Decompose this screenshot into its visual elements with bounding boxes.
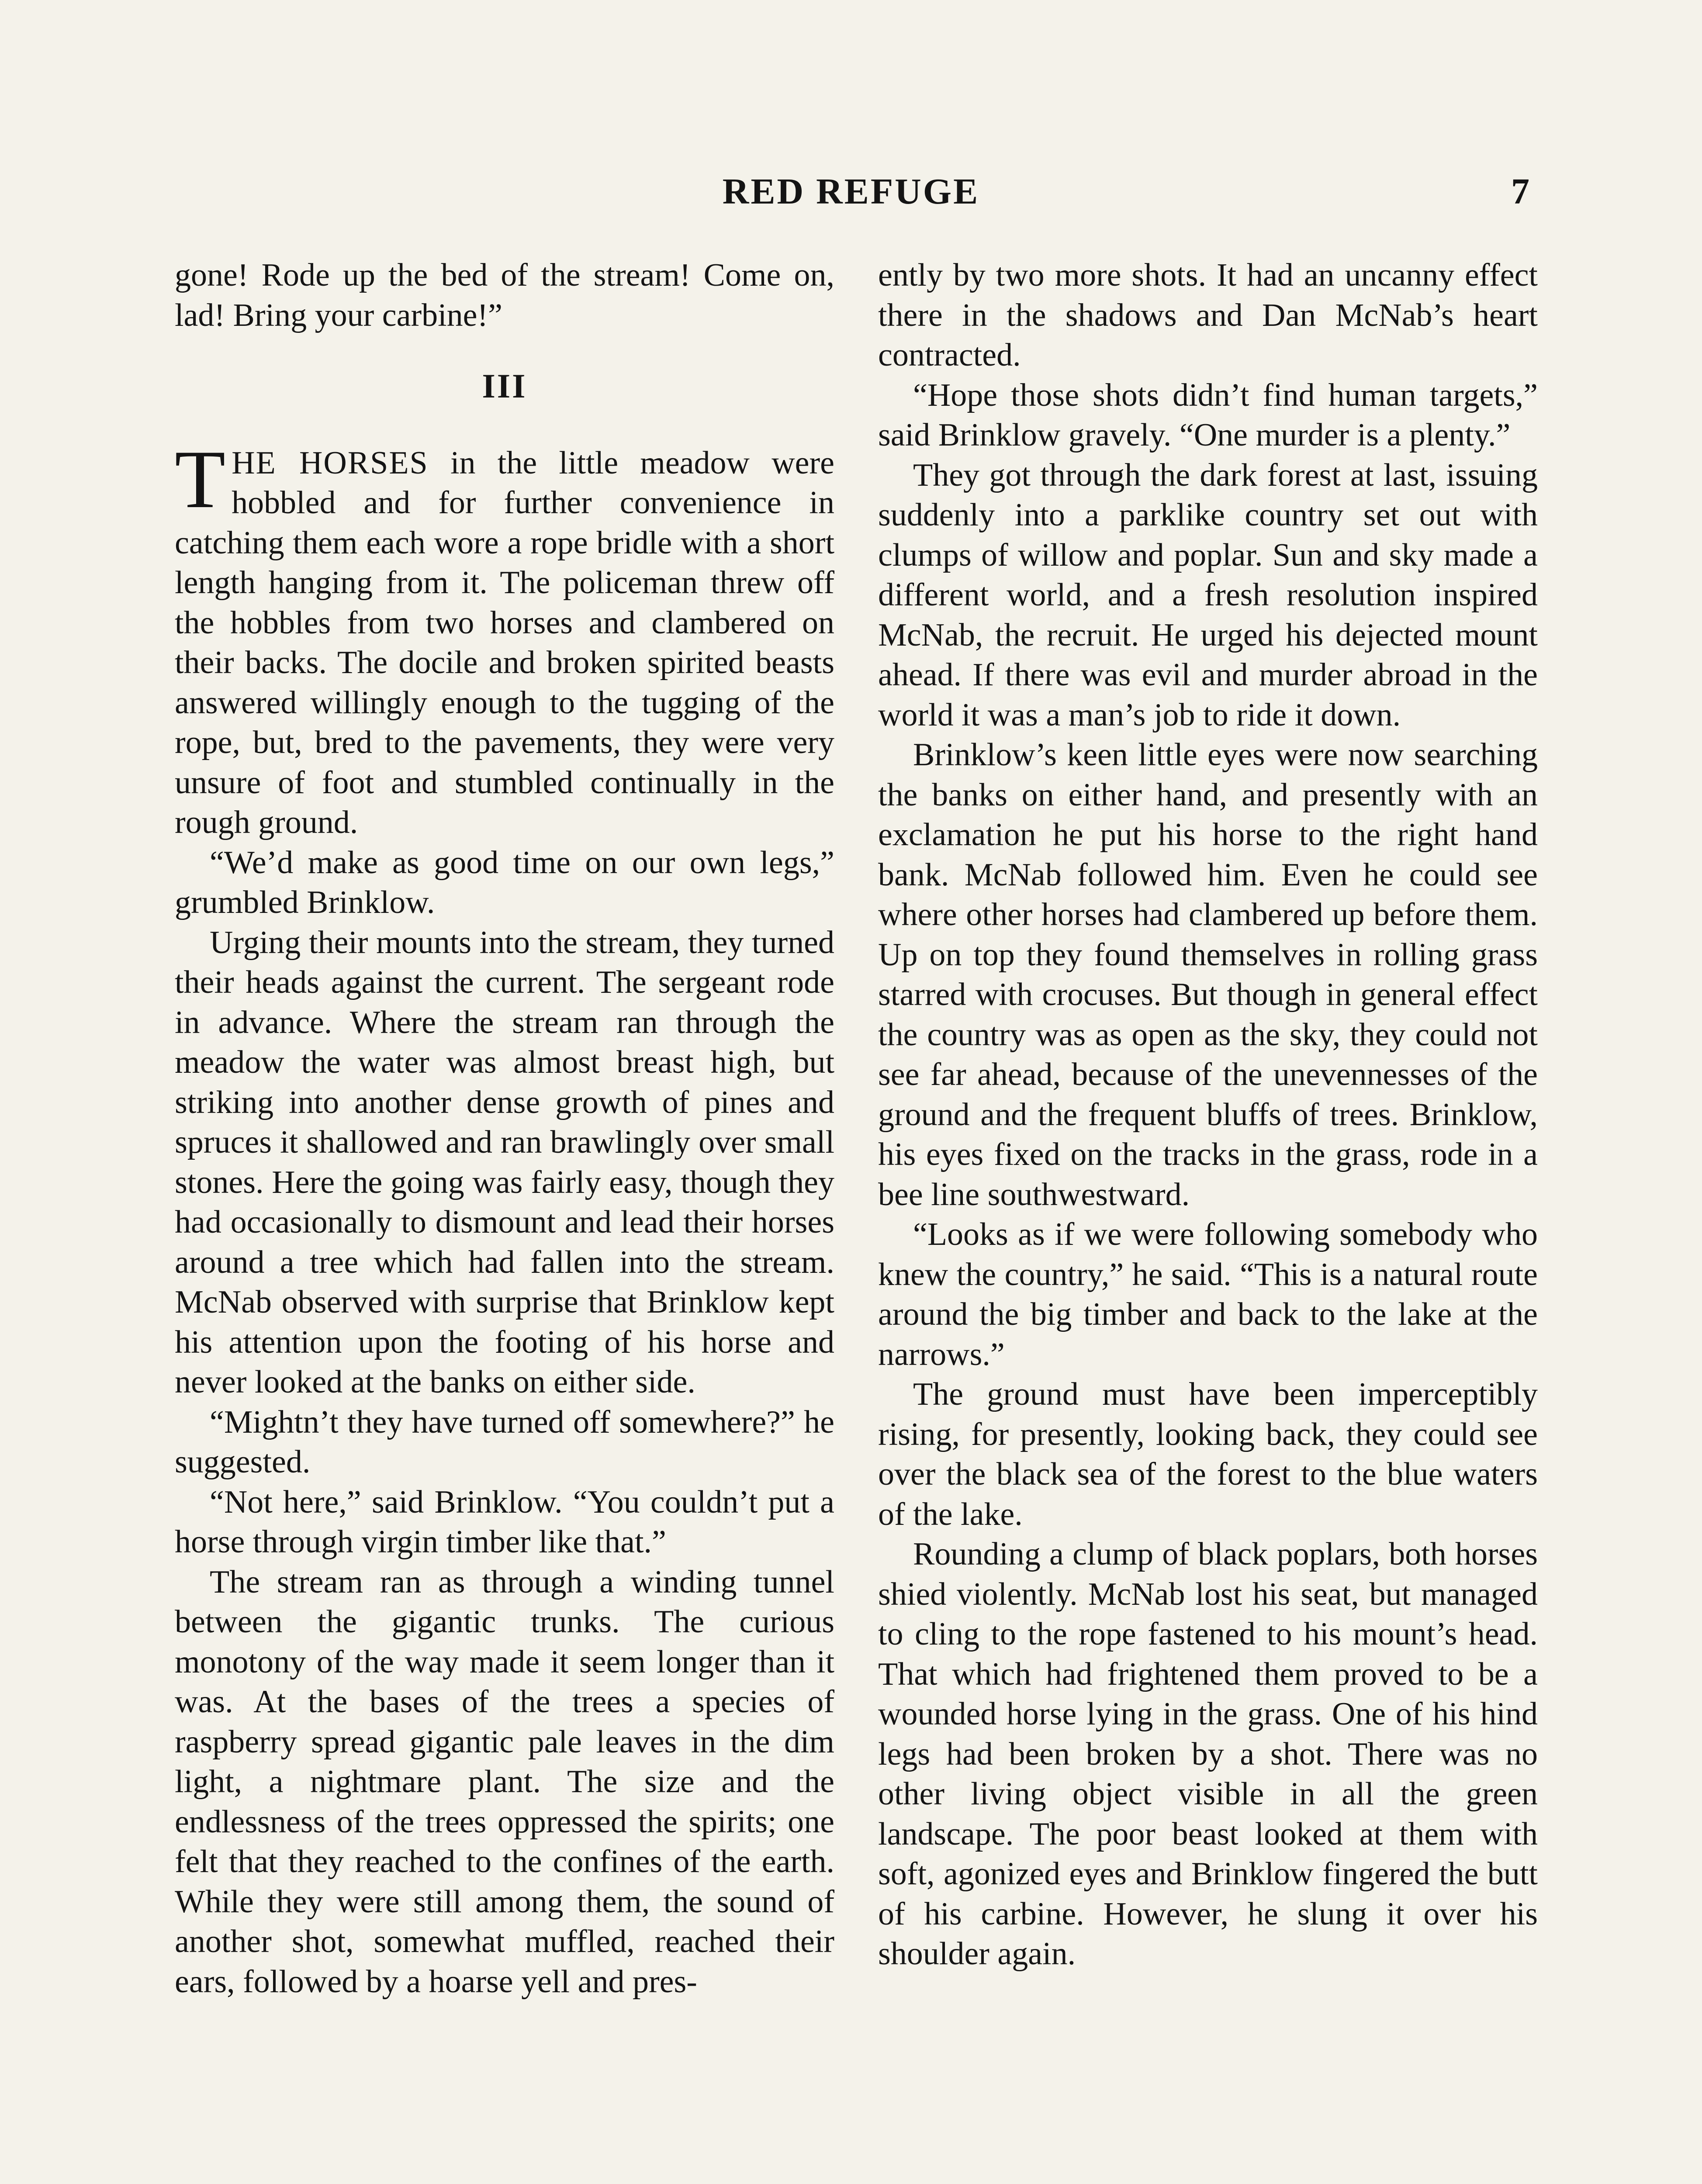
right-column (878, 256, 1538, 1974)
paragraph: “Mightn’t they have turned off somewhere?” he suggested. (175, 1404, 834, 1480)
running-title: RED REFUGE (722, 171, 980, 212)
paragraph: “We’d make as good time on our own legs,” grumbled Brinklow. (175, 844, 834, 920)
paragraph: Rounding a clump of black poplars, both horses shied violently. McNab lost his seat, but managed to cling to the rope fastened to his mount’s head. That which had frightened them proved to be a wounded horse lying in the grass. One of his hind legs had been broken by a shot. There was no other living object visible in all the green landscape. The poor beast looked at them with soft, agonized eyes and Brinklow fingered the butt of his carbine. However, he slung it over his shoulder again. (878, 1536, 1538, 1972)
page-number: 7 (1511, 171, 1529, 212)
drop-cap: T (175, 433, 226, 525)
opening-paragraph (175, 433, 834, 843)
paragraph: “Hope those shots didn’t find human targets,” said Brinklow gravely. “One murder is a plenty.” (878, 377, 1538, 453)
paragraph: Brinklow’s keen little eyes were now searching the banks on either hand, and presently with an exclamation he put his horse to the right hand bank. McNab followed him. Even he could see where other horses had clambered up before them. Up on top they found themselves in rolling grass starred with crocuses. But though in general effect the country was as open as the sky, they could not see far ahead, because of the unevennesses of the ground and the frequent bluffs of trees. Brinklow, his eyes fixed on the tracks in the grass, rode in a bee line southwestward. (878, 737, 1538, 1213)
small-caps-lead: HE HORSES (232, 445, 429, 481)
paragraph: “Not here,” said Brinklow. “You couldn’t put a horse through virgin timber like that.” (175, 1484, 834, 1560)
paragraph: The stream ran as through a winding tunnel between the gigantic trunks. The curious monotony of the way made it seem longer than it was. At the bases of the trees a species of raspberry spread gigantic pale leaves in the dim light, a nightmare plant. The size and the endlessness of the trees oppressed the spirits; one felt that they reached to the confines of the earth. While they were still among them, the sound of another shot, somewhat muffled, reached their ears, followed by a hoarse yell and pres- (175, 1564, 834, 2000)
paragraph: “Looks as if we were following somebody who knew the country,” he said. “This is a natural route around the big timber and back to the lake at the narrows.” (878, 1216, 1538, 1372)
paragraph: gone! Rode up the bed of the stream! Come on, lad! Bring your carbine!” (175, 257, 834, 333)
paragraph: They got through the dark forest at last, issuing suddenly into a parklike country set out with clumps of willow and poplar. Sun and sky made a different world, and a fresh resolution inspired McNab, the recruit. He urged his dejected mount ahead. If there was evil and murder abroad in the world it was a man’s job to ride it down. (878, 457, 1538, 733)
running-head (0, 166, 1702, 214)
paragraph: Urging their mounts into the stream, they turned their heads against the current. The sergeant rode in advance. Where the stream ran through the meadow the water was almost breast high, but striking into another dense growth of pines and spruces it shallowed and ran brawlingly over small stones. Here the going was fairly easy, though they had occasionally to dismount and lead their horses around a tree which had fallen into the stream. McNab observed with surprise that Brinklow kept his attention upon the footing of his horse and never looked at the banks on either side. (175, 924, 834, 1400)
paragraph: ently by two more shots. It had an uncanny effect there in the shadows and Dan McNab’s heart contracted. (878, 257, 1538, 373)
paragraph-text: in the little meadow were hobbled and for further convenience in catching them each wore a rope bridle with a short length hanging from it. The policeman threw off the hobbles from two horses and clambered on their backs. The docile and broken spirited beasts answered willingly enough to the tugging of the rope, but, bred to the pavements, they were very unsure of foot and stumbled continually in the rough ground. (175, 445, 834, 840)
section-heading: III (482, 367, 527, 405)
left-column (175, 256, 834, 2002)
paragraph: The ground must have been imperceptibly rising, for presently, looking back, they could see over the black sea of the forest to the blue waters of the lake. (878, 1376, 1538, 1532)
